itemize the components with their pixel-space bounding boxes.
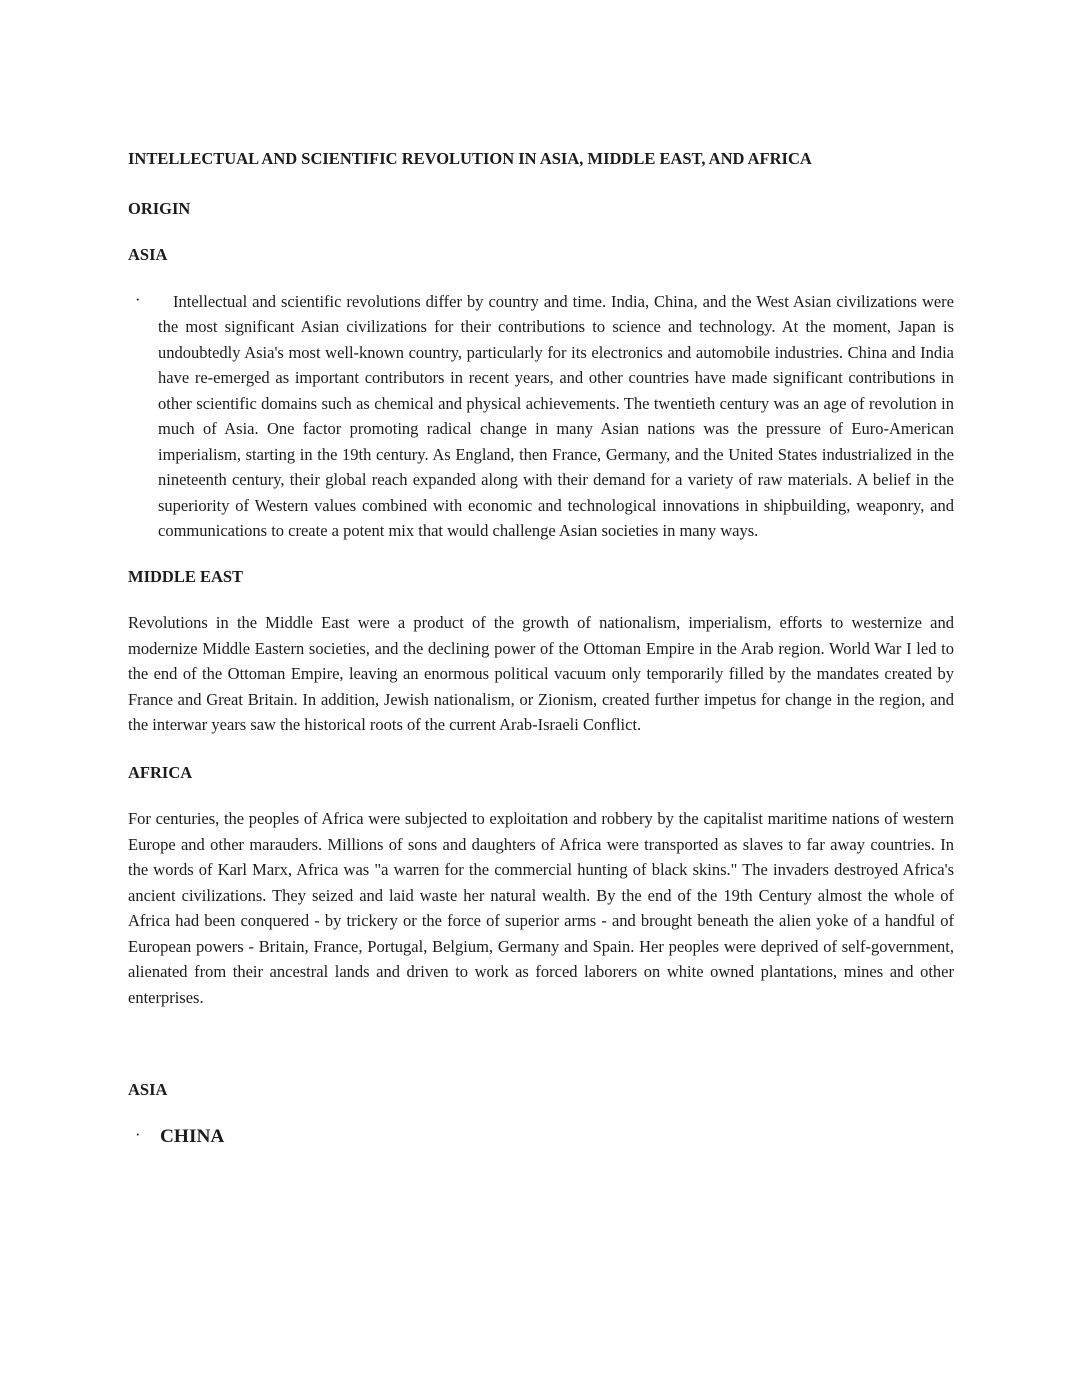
bullet-icon: · [135,289,141,309]
heading-origin: ORIGIN [128,198,191,218]
asia-bullet-item [135,289,954,544]
africa-paragraph: For centuries, the peoples of Africa were subjected to exploitation and robbery by the capitalist maritime nations of western Europe and other marauders. Millions of sons and daughters of Africa were transported as slaves to far away countries. In the words of Karl Marx, Africa was "a warren for the commercial hunting of black skins." The invaders destroyed Africa's ancient civilizations. They seized and laid waste her natural wealth. By the end of the 19th Century almost the whole of Africa had been conquered - by trickery or the force of superior arms - and brought beneath the alien yoke of a handful of European powers - Britain, France, Portugal, Belgium, Germany and Spain. Her peoples were deprived of self-government, alienated from their ancestral lands and driven to work as forced laborers on white owned plantations, mines and other enterprises. [128,809,954,1007]
page-title: INTELLECTUAL AND SCIENTIFIC REVOLUTION IN ASIA, MIDDLE EAST, AND AFRICA [128,149,812,168]
china-bullet-item [135,1124,954,1150]
asia-paragraph: Intellectual and scientific revolutions differ by country and time. India, China, and the West Asian civilizations were the most significant Asian civilizations for their contributions to science and technology. At the moment, Japan is undoubtedly Asia's most well-known country, particularly for its electronics and automobile industries. China and India have re-emerged as important contributors in recent years, and other countries have made significant contributions in other scientific domains such as chemical and physical achievements. The twentieth century was an age of revolution in much of Asia. One factor promoting radical change in many Asian nations was the pressure of Euro-American imperialism, starting in the 19th century. As England, then France, Germany, and the United States industrialized in the nineteenth century, their global reach expanded along with their demand for a variety of raw materials. A belief in the superiority of Western values combined with economic and technological innovations in shipbuilding, weaponry, and communications to create a potent mix that would challenge Asian societies in many ways. [158,291,954,540]
heading-africa: AFRICA [128,762,193,782]
heading-asia: ASIA [128,245,168,264]
middle-east-paragraph: Revolutions in the Middle East were a product of the growth of nationalism, imperialism, efforts to westernize and modernize Middle Eastern societies, and the declining power of the Ottoman Empire in the Arab region. World War I led to the end of the Ottoman Empire, leaving an enormous political vacuum only temporarily filled by the mandates created by France and Great Britain. In addition, Jewish nationalism, or Zionism, created further impetus for change in the region, and the interwar years saw the historical roots of the current Arab-Israeli Conflict. [128,613,954,734]
heading-middle-east: MIDDLE EAST [128,566,244,586]
heading-china: CHINA [160,1125,225,1147]
heading-asia-second: ASIA [128,1080,168,1099]
bullet-icon: · [135,1124,141,1144]
